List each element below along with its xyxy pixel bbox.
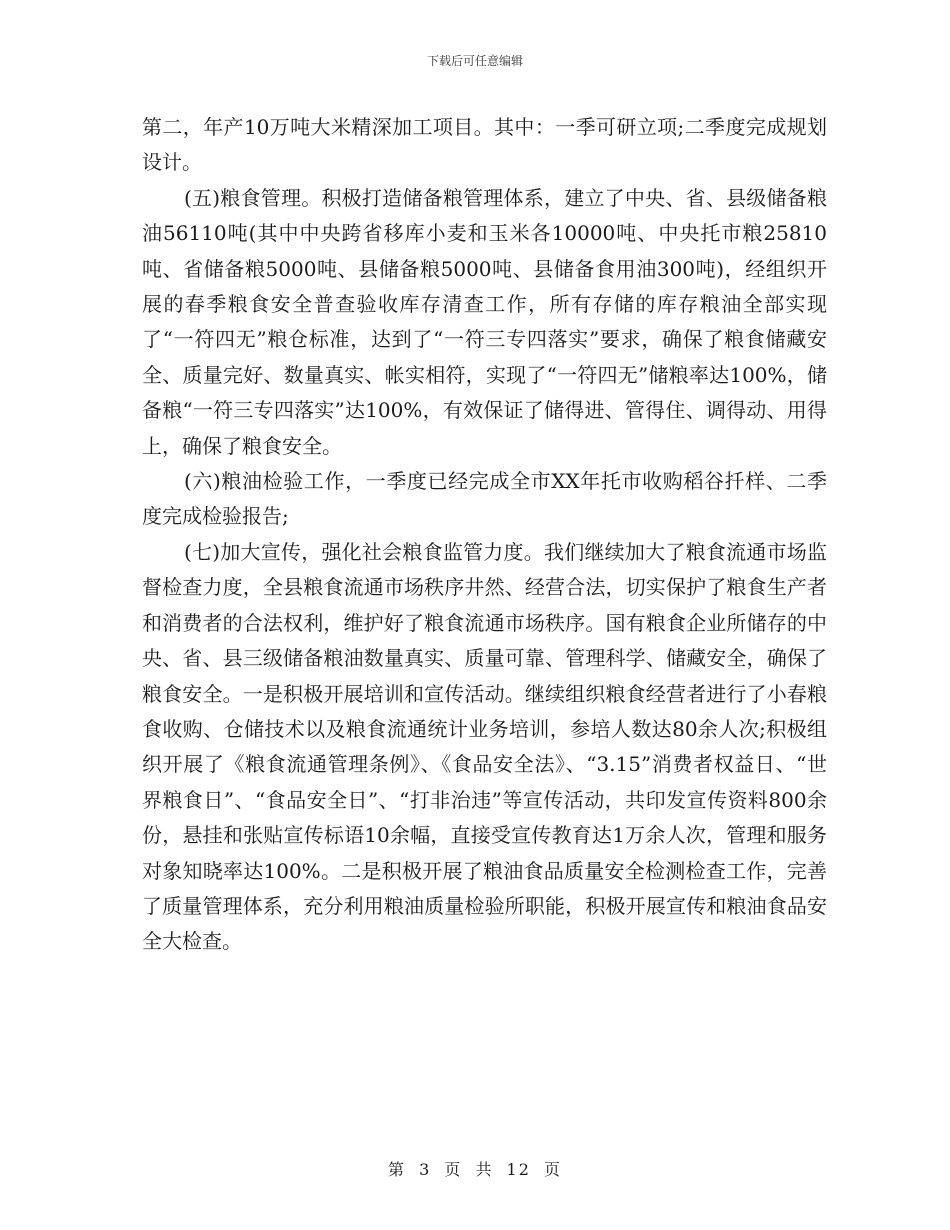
document-body — [142, 110, 827, 960]
paragraph-inspection: (六)粮油检验工作，一季度已经完成全市XX年托市收购稻谷扦样、二季度完成检验报告; — [142, 469, 827, 529]
page-number-footer: 第 3 页 共 12 页 — [388, 1160, 562, 1179]
paragraph-project-two: 第二，年产10万吨大米精深加工项目。其中：一季可研立项;二季度完成规划设计。 — [142, 115, 827, 175]
page-header: 下载后可任意编辑 — [426, 54, 523, 68]
paragraph-grain-management: (五)粮食管理。积极打造储备粮管理体系，建立了中央、省、县级储备粮油56110吨(其中中央跨省移库小麦和玉米各10000吨、中央托市粮25810吨、省储备粮5000吨、县储备粮5000吨、县储备食用油300吨)，经组织开展的春季粮食安全普查验收库存清查工作，所有存储的库存粮油全部实现了“一符四无”粮仓标准，达到了“一符三专四落实”要求，确保了粮食储藏安全、质量完好、数量真实、帐实相符，实现了“一符四无”储粮率达100%，储备粮“一符三专四落实”达100%，有效保证了储得进、管得住、调得动、用得上，确保了粮食安全。 — [142, 185, 827, 458]
paragraph-publicity: (七)加大宣传，强化社会粮食监管力度。我们继续加大了粮食流通市场监督检查力度，全县粮食流通市场秩序井然、经营合法，切实保护了粮食生产者和消费者的合法权利，维护好了粮食流通市场秩序。国有粮食企业所储存的中央、省、县三级储备粮油数量真实、质量可靠、管理科学、储藏安全，确保了粮食安全。一是积极开展培训和宣传活动。继续组织粮食经营者进行了小春粮食收购、仓储技术以及粮食流通统计业务培训，参培人数达80余人次;积极组织开展了《粮食流通管理条例》、《食品安全法》、“3.15”消费者权益日、“世界粮食日”、“食品安全日”、“打非治违”等宣传活动，共印发宣传资料800余份，悬挂和张贴宣传标语10余幅，直接受宣传教育达1万余人次，管理和服务对象知晓率达100%。二是积极开展了粮油食品质量安全检测检查工作，完善了质量管理体系，充分利用粮油质量检验所职能，积极开展宣传和粮油食品安全大检查。 — [142, 539, 827, 954]
